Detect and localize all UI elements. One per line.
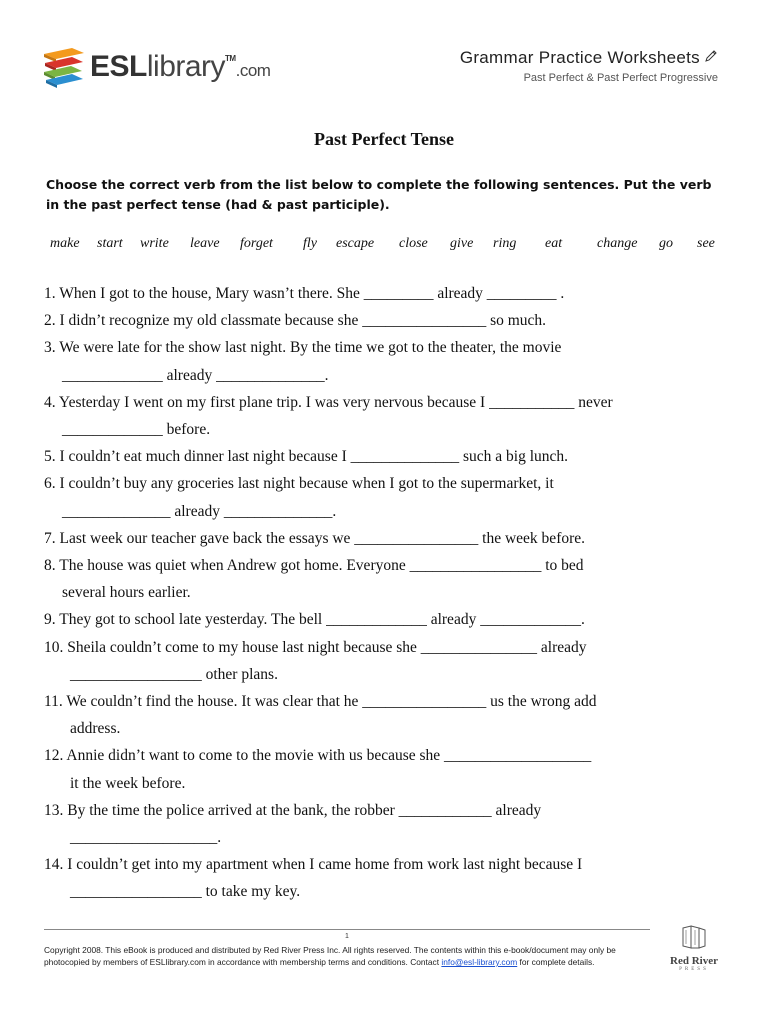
series-title: Grammar Practice Worksheets: [460, 48, 718, 68]
question-item: [44, 307, 734, 334]
question-text: 10. Sheila couldn’t come to my house last night because she _______________ already: [44, 638, 587, 656]
question-item: [44, 443, 734, 470]
question-text: 9. They got to school late yesterday. The bell _____________ already _____________.: [44, 611, 585, 629]
question-item: [44, 470, 734, 524]
verb-item: give: [450, 236, 474, 251]
verb-item: fly: [303, 236, 317, 251]
verb-item: change: [597, 236, 638, 251]
question-item: [44, 389, 734, 443]
question-continuation: address.: [70, 720, 121, 738]
question-text: 7. Last week our teacher gave back the essays we ________________ the week before.: [44, 529, 586, 547]
question-text: 14. I couldn’t get into my apartment when I came home from work last night because I: [44, 856, 583, 874]
copyright-notice: Copyright 2008. This eBook is produced and distributed by Red River Press Inc. All rights reserved. The contents within this e-book/document may only be photocopied by members of ESLlibrary.com in accordance with membership terms and conditions. Contact info@esl-library.com for complete details.: [44, 945, 616, 967]
question-list: [44, 280, 734, 906]
question-text: 13. By the time the police arrived at the bank, the robber ____________ already: [44, 801, 542, 819]
verb-item: leave: [190, 236, 220, 251]
question-item: [44, 334, 734, 388]
verb-item: close: [399, 236, 428, 251]
question-text: 1. When I got to the house, Mary wasn’t there. She _________ already _________ .: [44, 285, 565, 302]
question-text: 3. We were late for the show last night. By the time we got to the theater, the movie: [44, 339, 562, 357]
verb-item: ring: [493, 236, 517, 251]
red-river-press-logo: [666, 924, 722, 972]
question-item: [44, 688, 734, 742]
question-continuation: _________________ other plans.: [70, 665, 278, 683]
question-text: 5. I couldn’t eat much dinner last night because I ______________ such a big lunch.: [44, 448, 569, 466]
verb-item: write: [140, 236, 169, 251]
question-text: 8. The house was quiet when Andrew got home. Everyone _________________ to bed: [44, 557, 584, 575]
verb-item: go: [659, 236, 673, 251]
books-icon: [679, 924, 709, 950]
question-continuation: ___________________.: [70, 829, 222, 847]
verb-item: make: [50, 236, 80, 251]
question-item: [44, 851, 734, 905]
verb-item: escape: [336, 236, 375, 251]
publisher-press: PRESS: [679, 967, 709, 972]
instructions: Choose the correct verb from the list below to complete the following sentences. Put the verb in the past perfect tense (had & past participle).: [46, 177, 712, 212]
worksheet-header: [460, 48, 718, 84]
question-text: 2. I didn’t recognize my old classmate because she ________________ so much.: [44, 312, 547, 330]
question-item: [44, 606, 734, 633]
question-item: [44, 797, 734, 851]
question-text: 12. Annie didn’t want to come to the movie with us because she ___________________: [44, 747, 592, 765]
question-text: 4. Yesterday I went on my first plane trip. I was very nervous because I ___________ never: [44, 393, 613, 411]
question-continuation: several hours earlier.: [62, 584, 191, 602]
question-text: 6. I couldn’t buy any groceries last night because when I got to the supermarket, it: [44, 475, 554, 493]
question-continuation: _________________ to take my key.: [70, 883, 301, 901]
pencil-icon: [704, 48, 718, 68]
question-item: [44, 280, 734, 307]
verb-item: see: [697, 236, 715, 251]
question-continuation: _____________ before.: [62, 421, 211, 439]
question-item: [44, 742, 734, 796]
stacked-books-icon: [42, 44, 86, 88]
page-number: 1: [345, 933, 349, 940]
question-continuation: it the week before.: [70, 774, 186, 792]
page-title: Past Perfect Tense: [314, 129, 454, 149]
series-subtitle: Past Perfect & Past Perfect Progressive: [523, 72, 718, 84]
question-continuation: ______________ already ______________.: [62, 502, 337, 520]
question-text: 11. We couldn’t find the house. It was clear that he ________________ us the wrong add: [44, 693, 597, 711]
question-item: [44, 552, 734, 606]
question-continuation: _____________ already ______________.: [62, 366, 329, 384]
verb-item: eat: [545, 236, 563, 251]
footer-divider: [44, 929, 650, 930]
contact-email-link[interactable]: info@esl-library.com: [441, 957, 518, 967]
verb-item: start: [97, 236, 123, 251]
question-item: [44, 525, 734, 552]
publisher-name: Red River: [670, 955, 718, 967]
verb-item: forget: [240, 236, 273, 251]
question-item: [44, 634, 734, 688]
logo-wordmark: ESLlibrary™.com: [90, 50, 271, 83]
